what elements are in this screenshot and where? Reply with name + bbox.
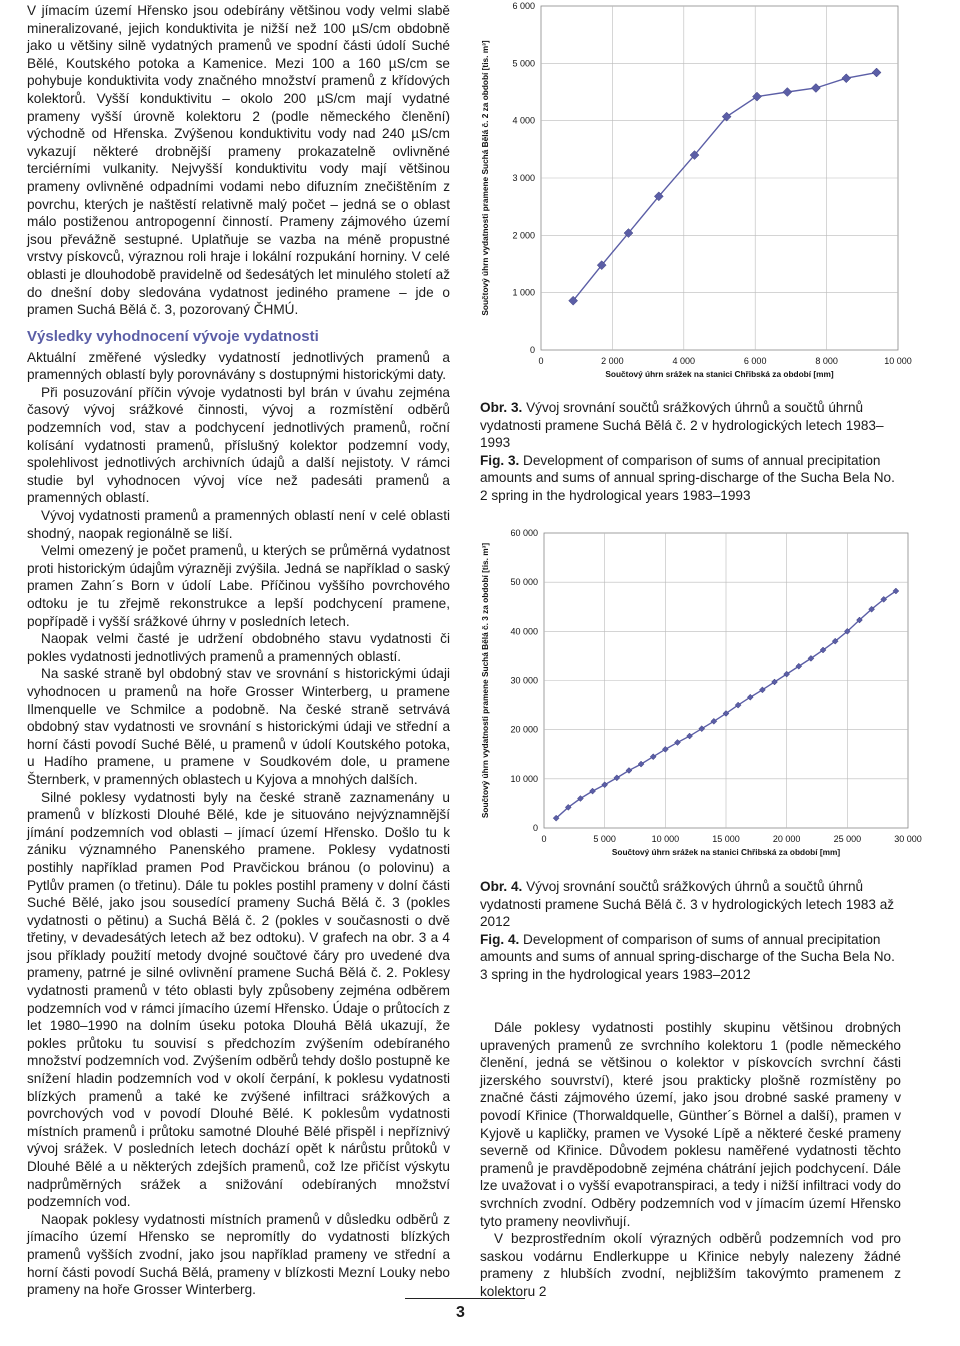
fig4-y-tick-label: 40 000: [510, 626, 538, 637]
fig3-y-tick-label: 6 000: [512, 1, 535, 11]
fig4-data-point: [650, 754, 656, 760]
left-text-column: [27, 2, 450, 1299]
fig4-cz-text: Vývoj srovnání součtů srážkových úhrnů a součtů úhrnů vydatnosti pramene Suchá Bělá č. 3 v hydrologických letech 1983 až 2012: [480, 879, 895, 930]
intro-paragraph: V jímacím území Hřensko jsou odebírány většinou vody velmi slabě mineralizované, jejich konduktivita je nižší než 100 µS/cm obdobně jako u většiny silně vydatných pramenů ve spodní části údolí Suché Bělé, Koutského potoka a Kamenice. Mezi 100 a 160 µS/cm se pohybuje konduktivita vody značného množství pramenů z křídových kolektorů. Vyšší konduktivitu – okolo 200 µS/cm mají vydatné prameny vyšší úrovně kolektoru 2 (podle německého členění) východně od Hřenska. Zvýšenou konduktivitu vody nad 240 µS/cm vykazují některé drobnější prameny prokazatelně ovlivněné terciérními vulkanity. Nejvyšší konduktivitu vody mají většinou prameny ovlivněné odpadními vodami nebo difuzním znečištěním z povrchu, kterých je naštěstí relativně malý počet – jedná se o oblast málo postiženou antropogenní činností. Prameny zájmového území jsou převážně sestupné. Uplatňuje se vazba na méně propustné vrstvy pískovců, výraznou roli hraje i lokální rozpukání horniny. V celé oblasti je dlouhodobě pravidelně od šedesátých let minulého století až do dnešní doby sledována vydatnost jediného pramene – jde o pramen Suchá Bělá č. 3, pozorovaný ČHMÚ.: [27, 3, 450, 318]
fig4-x-tick-label: 5 000: [593, 834, 616, 844]
fig4-y-tick-label: 60 000: [510, 528, 538, 538]
fig4-x-axis-label: Součtový úhrn srážek na stanici Chřibská za období [mm]: [611, 847, 841, 857]
fig3-y-tick-label: 3 000: [512, 173, 535, 183]
fig3-cz-label: Obr. 3.: [480, 400, 523, 415]
fig3-x-tick-label: 0: [538, 356, 544, 366]
fig3-x-tick-label: 2 000: [601, 356, 624, 366]
right-text-column: [480, 1019, 901, 1301]
fig4-data-point: [590, 788, 596, 794]
fig4-data-point: [638, 761, 644, 767]
fig4-y-tick-label: 20 000: [510, 724, 538, 735]
body-paragraph-7: Silné poklesy vydatnosti byly na české straně zaznamenány u pramenů v blízkosti Dlouhé Bělé, kde je situováno nejvýznamnější jímání podzemních vod oblasti – jímací území Hřensko. Došlo tu k zániku významného Panenského pramene. Poklesy vydatnosti postihly například pramen Pod Pravčickou bránou (o polovinu) a Pytlův pramen (o třetinu). Dále tu pokles postihl prameny v dolní části Suché Bělé, jako jsou sousedící prameny Suchá Bělá č. 3 (pokles vydatnosti o pětinu) a Suchá Bělá č. 2 (pokles v současnosti o dvě třetiny, v devadesátých letech až bez odtoku). V grafech na obr. 3 a 4 jsou příklady použití metody dvojné součtové čáry pro uvedené dva prameny, patrné je silné ovlivnění pramene Suchá Bělá č. 2. Poklesy vydatnosti pramenů v této oblasti byly způsobeny zejména odběrem podzemních vod v rámci jímacího území Hřensko. Údaje o průtocích z let 1980–1990 na dolním úseku potoka Dlouhá Bělá ukazují, že pokles průtoku tu souvisí s předchozím zvýšením odebíraného množství podzemních vod. Zvýšením odběrů tehdy došlo postupně ke snížení hladin podzemních vod v okolí čerpání, k poklesu vydatnosti blízkých pramenů a také ke zvýšené infiltraci srážkových a povrchových vod v povodí Dlouhé Bělé. K poklesům vydatnosti místních pramenů i průtoku samotné Dlouhé Bělé přispěl i nepříznivý vývoj srážek. V posledních letech dochází opět k nárůstu průtoků v Dlouhé Bělé a u některých zdejších pramenů, což lze přičíst výskytu nadprůměrných srážek a snižování odebíraných množství podzemních vod.: [27, 789, 450, 1210]
fig4-cz-label: Obr. 4.: [480, 879, 523, 894]
body-paragraph-5: Naopak velmi časté je udržení obdobného stavu vydatnosti či pokles vydatnosti jednotlivých pramenů a pramenných oblastí.: [27, 631, 450, 664]
fig4-x-tick-label: 0: [541, 834, 547, 844]
body-paragraph-2: Při posuzování příčin vývoje vydatnosti byl brán v úvahu zejména časový vývoj srážkové činnosti, vývoj a rozmístění odběrů podzemních vod, stav a podchycení jednotlivých pramenů, roční kolísání vydatnosti pramenů, příslušný kolektor podzemní vody, spolehlivost jednotlivých archivních údajů a další nejistoty. V rámci studie byl vyhodnocen vývoj více než padesáti pramenů a pramenných oblastí.: [27, 384, 450, 506]
body-paragraph-6: Na saské straně byl obdobný stav ve srovnání s historickými údaji vyhodnocen u pramenů na hoře Grosser Winterberg, u pramene Ilmenquelle ve Schmilce a podobně. Na české straně setrvává obdobný stav vydatnosti ve srovnání s historickými údaji ve střední a horní části povodí Suché Bělé, u pramenů v údolí Koutského potoka, u Hadího pramene, u pramene v Soudkovém dole, u pramene Šternberk, v pramenných oblastech u Kyjova a mnohých dalších.: [27, 666, 450, 787]
figure-3-svg: [478, 0, 918, 390]
fig4-x-tick-label: 10 000: [651, 834, 680, 844]
fig3-x-tick-label: 6 000: [743, 356, 767, 366]
fig4-x-tick-label: 30 000: [894, 834, 922, 844]
body-paragraph-8: Naopak poklesy vydatnosti místních pramenů v důsledku odběrů z jímacího území Hřensko se nepromítly do vydatnosti blízkých pramenů vyšších zvodní, jako jsou například prameny ve střední a horní části povodí Suchá Bělá, prameny v blízkosti Mezní Louky nebo prameny na hoře Grosser Winterberg.: [27, 1211, 450, 1298]
figure-4-chart: [478, 523, 922, 863]
figure-4-caption: [480, 878, 904, 984]
fig3-y-tick-label: 4 000: [512, 115, 535, 126]
fig4-data-point: [614, 775, 620, 781]
fig3-data-point: [752, 92, 761, 101]
figure-4-svg: [478, 523, 922, 863]
fig3-x-tick-label: 4 000: [672, 356, 696, 366]
fig3-cz-text: Vývoj srovnání součtů srážkových úhrnů a součtů úhrnů vydatnosti pramene Suchá Bělá č. 2 v hydrologických letech 1983–1993: [480, 400, 884, 451]
fig4-x-tick-label: 25 000: [833, 834, 862, 844]
fig4-data-point: [674, 739, 680, 745]
fig4-x-tick-label: 20 000: [772, 834, 801, 844]
body-paragraph-4: Velmi omezený je počet pramenů, u kterých se průměrná vydatnost proti historickým údajům výrazněji zvýšila. Jedná se například o saský pramen Zahn´s Born v údolí Labe. Příčinou vyššího povrchového odtoku je tu zřejmě rekonstrukce a lepší podchycení pramene, popřípadě i vyšší srážkové úhrny v posledních letech.: [27, 543, 450, 629]
body-paragraph-3: Vývoj vydatnosti pramenů a pramenných oblastí není v celé oblasti shodný, naopak regionálně se liší.: [27, 508, 450, 541]
fig3-x-tick-label: 8 000: [815, 356, 838, 366]
fig4-y-axis-label: Součtový úhrn vydatnosti pramene Suchá Bělá č. 3 za období [tis. m³]: [480, 542, 490, 819]
fig3-en-label: Fig. 3.: [480, 452, 520, 468]
page-number-rule: [405, 1298, 525, 1299]
fig4-x-tick-label: 15 000: [712, 834, 740, 844]
fig4-en-label: Fig. 4.: [480, 931, 520, 947]
figure-3-chart: [478, 0, 918, 390]
fig4-y-tick-label: 0: [532, 823, 538, 833]
fig4-y-tick-label: 10 000: [510, 773, 538, 784]
fig3-y-tick-label: 2 000: [512, 230, 535, 241]
fig3-series-line: [573, 73, 876, 301]
fig3-y-axis-label: Součtový úhrn vydatnosti pramene Suchá Bělá č. 2 za období [tis. m³]: [480, 40, 490, 316]
fig4-data-point: [687, 733, 693, 739]
fig3-x-axis-label: Součtový úhrn srážek na stanici Chřibská za období [mm]: [605, 369, 834, 379]
fig4-data-point: [662, 746, 668, 752]
fig3-en-text: Development of comparison of sums of annual precipitation amounts and sums of annual spring-discharge of the Sucha Bela No. 2 spring in the hydrological years 1983–1993: [480, 452, 895, 503]
fig3-data-point: [783, 88, 792, 97]
fig3-y-tick-label: 1 000: [512, 287, 535, 298]
fig3-y-tick-label: 0: [529, 345, 535, 355]
fig3-y-tick-label: 5 000: [512, 58, 535, 69]
fig4-data-point: [626, 767, 632, 773]
page-number: 3: [456, 1304, 465, 1321]
fig3-data-point: [811, 83, 820, 92]
fig4-y-tick-label: 50 000: [510, 577, 538, 588]
fig4-data-point: [602, 782, 608, 788]
fig4-y-tick-label: 30 000: [510, 675, 538, 686]
body-paragraph-1: Aktuální změřené výsledky vydatností jednotlivých pramenů a pramenných oblastí byly porovnávány s dostupnými historickými daty.: [27, 349, 450, 383]
fig3-data-point: [872, 68, 881, 77]
figure-3-caption: [480, 399, 904, 505]
fig4-data-point: [699, 726, 705, 732]
right-paragraph-2: V bezprostředním okolí výrazných odběrů podzemních vod pro saskou vodárnu Endlerkuppe u Křinice nebyly nalezeny žádné prameny z hlubších zvodní, nejbližším takovýmto pramenem z kolektoru 2: [480, 1231, 901, 1299]
fig3-data-point: [842, 74, 851, 83]
fig4-en-text: Development of comparison of sums of annual precipitation amounts and sums of annual spring-discharge of the Sucha Bela No. 3 spring in the hydrological years 1983–2012: [480, 931, 895, 982]
right-paragraph-1: Dále poklesy vydatnosti postihly skupinu většinou drobných upravených pramenů ze svrchního kolektoru 1 (podle německého členění, jedná se většinou o kolektor v pískovcích svrchní části jizerského souvrství), které jsou prakticky plošně rozmístěny po značné části zájmového území, jako jsou drobné saské prameny v povodí Křinice (Thorwaldquelle, Günther´s Börnel a další), pramen v Kyjově u kapličky, pramen ve Vysoké Lípě a některé české prameny severně od Křinice. Důvodem poklesu naměřené vydatnosti těchto pramenů je pravděpodobně zejména chátrání jejich podchycení. Dále lze uvažovat i o vyšší evapotranspiraci, a tedy i nižší infiltraci vody do svrchních zvodní. Odběry podzemních vod v jímacím území Hřensko tyto prameny neovlivňují.: [480, 1020, 901, 1229]
fig3-x-tick-label: 10 000: [884, 356, 912, 366]
section-heading: Výsledky vyhodnocení vývoje vydatnosti: [27, 327, 319, 345]
